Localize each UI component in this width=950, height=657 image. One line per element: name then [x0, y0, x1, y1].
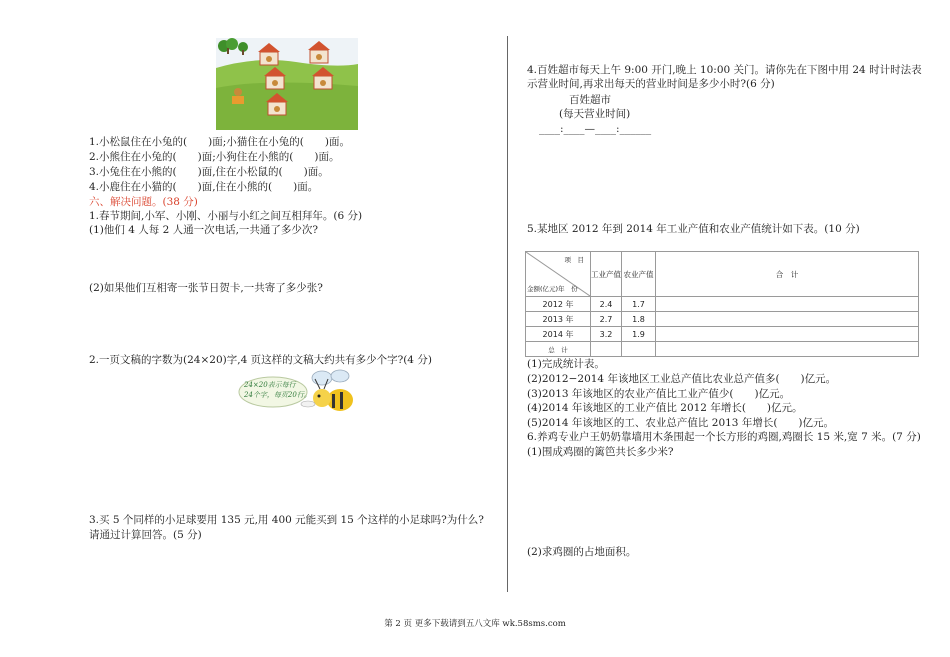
- problem-6-part-1: (1)围成鸡圈的篱笆共长多少米?: [527, 446, 674, 458]
- problem-4-line-2: 示营业时间,再求出每天的营业时间是多少小时?(6 分): [527, 78, 775, 90]
- problem-6: 6.养鸡专业户王奶奶靠墙用木条围起一个长方形的鸡圈,鸡圈长 15 米,宽 7 米。(7 分): [527, 431, 921, 443]
- total-cell: [656, 297, 919, 312]
- table-corner-cell: [526, 252, 591, 297]
- bee-illustration: [300, 364, 360, 422]
- question-line-4: 4.小鹿住在小猫的( )面,住在小熊的( )面。: [89, 181, 319, 193]
- header-agriculture: 农业产值: [622, 252, 656, 297]
- bubble-text-line-2: 24个字，每页20行。: [244, 391, 311, 399]
- problem-5: 5.某地区 2012 年到 2014 年工业产值和农业产值统计如下表。(10 分): [527, 223, 860, 235]
- problem-5-part-2: (2)2012−2014 年该地区工业总产值比农业总产值多( )亿元。: [527, 373, 837, 385]
- corner-bottom-label: 金额(亿元)年 份: [527, 285, 578, 293]
- table-row: [526, 297, 919, 312]
- corner-top-label: 项 目: [564, 256, 584, 264]
- total-cell: [656, 312, 919, 327]
- question-line-3: 3.小兔住在小熊的( )面,住在小松鼠的( )面。: [89, 166, 329, 178]
- bubble-text-line-1: 24×20表示每行: [244, 381, 296, 389]
- agriculture-total-cell: [622, 342, 656, 357]
- header-total: 合 计: [656, 252, 919, 297]
- page-footer: 第 2 页 更多下载请到五八文库 wk.58sms.com: [384, 619, 566, 629]
- problem-5-part-5: (5)2014 年该地区的工、农业总产值比 2013 年增长( )亿元。: [527, 417, 835, 429]
- problem-5-part-3: (3)2013 年该地区的农业产值比工业产值少( )亿元。: [527, 388, 791, 400]
- header-industry: 工业产值: [591, 252, 622, 297]
- table-total-row: [526, 342, 919, 357]
- problem-2: 2.一页文稿的字数为(24×20)字,4 页这样的文稿大约共有多少个字?(4 分): [89, 354, 432, 366]
- column-divider: [507, 36, 508, 592]
- table-header-row: [526, 252, 919, 297]
- year-cell: 2014 年: [526, 327, 591, 342]
- agriculture-cell: 1.7: [622, 297, 656, 312]
- animal-houses-illustration: [216, 38, 358, 130]
- problem-6-part-2: (2)求鸡圈的占地面积。: [527, 546, 637, 558]
- store-hours-label: (每天营业时间): [559, 108, 631, 120]
- problem-4-line-1: 4.百姓超市每天上午 9:00 开门,晚上 10:00 关门。请你先在下图中用 24 时计时法表: [527, 64, 922, 76]
- store-name: 百姓超市: [569, 94, 611, 106]
- problem-1-part-1: (1)他们 4 人每 2 人通一次电话,一共通了多少次?: [89, 224, 319, 236]
- problem-5-part-4: (4)2014 年该地区的工业产值比 2012 年增长( )亿元。: [527, 402, 803, 414]
- total-row-label: 总 计: [526, 342, 591, 357]
- year-cell: 2012 年: [526, 297, 591, 312]
- question-line-2: 2.小熊住在小兔的( )面;小狗住在小熊的( )面。: [89, 151, 340, 163]
- industry-total-cell: [591, 342, 622, 357]
- question-line-1: 1.小松鼠住在小兔的( )面;小猫住在小兔的( )面。: [89, 136, 350, 148]
- production-table: [525, 251, 919, 357]
- problem-1-part-2: (2)如果他们互相寄一张节日贺卡,一共寄了多少张?: [89, 282, 323, 294]
- table-row: [526, 327, 919, 342]
- industry-cell: 2.4: [591, 297, 622, 312]
- problem-3-line-2: 请通过计算回答。(5 分): [89, 529, 202, 541]
- problem-3-line-1: 3.买 5 个同样的小足球要用 135 元,用 400 元能买到 15 个这样的小足球吗?为什么?: [89, 514, 484, 526]
- industry-cell: 2.7: [591, 312, 622, 327]
- section-title: 六、解决问题。(38 分): [89, 196, 198, 208]
- problem-5-part-1: (1)完成统计表。: [527, 358, 605, 370]
- industry-cell: 3.2: [591, 327, 622, 342]
- problem-1: 1.春节期间,小军、小刚、小丽与小红之间互相拜年。(6 分): [89, 210, 363, 222]
- agriculture-cell: 1.9: [622, 327, 656, 342]
- agriculture-cell: 1.8: [622, 312, 656, 327]
- grand-total-cell: [656, 342, 919, 357]
- year-cell: 2013 年: [526, 312, 591, 327]
- total-cell: [656, 327, 919, 342]
- table-row: [526, 312, 919, 327]
- store-hours-blank: ____:____—____:______: [539, 123, 652, 135]
